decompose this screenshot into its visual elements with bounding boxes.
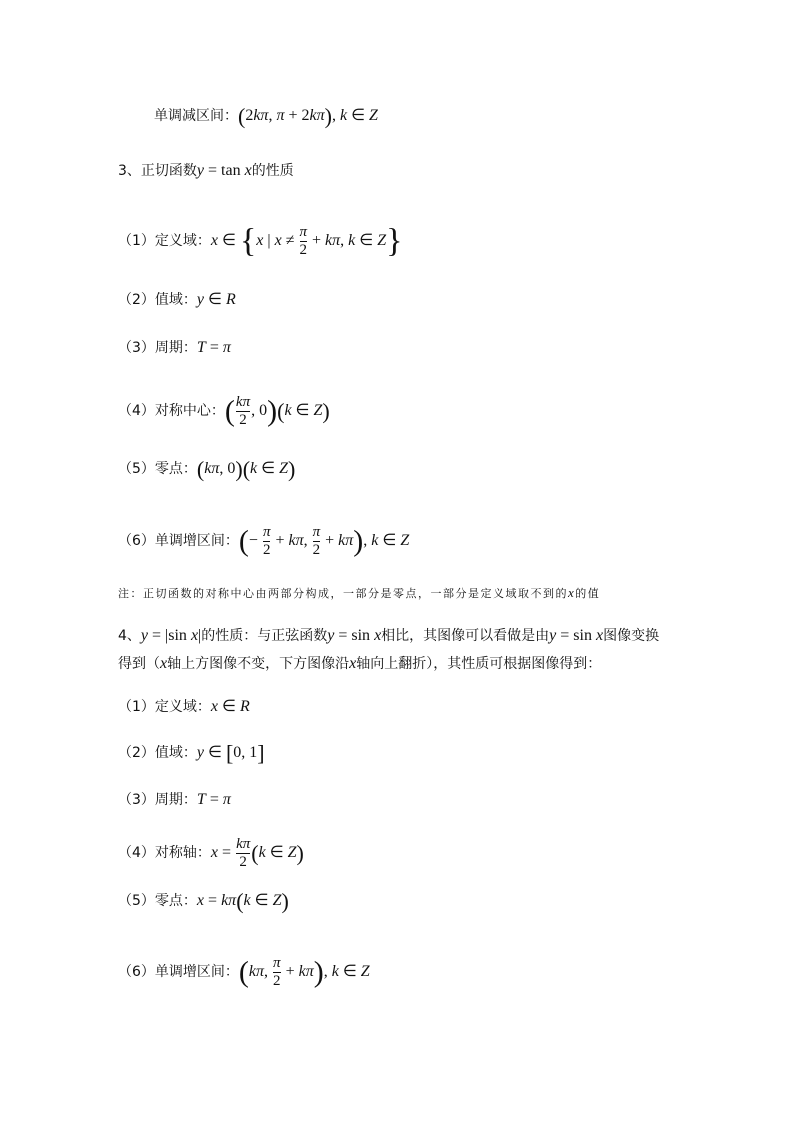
label: （5）零点：	[118, 461, 197, 477]
s3-zeros	[118, 456, 296, 482]
label: （5）零点：	[118, 893, 197, 909]
formula: y ∈ [0, 1]	[196, 740, 265, 766]
s4-line2a: 得到（	[118, 656, 160, 672]
label: （3）周期：	[118, 792, 197, 808]
s4-line2b: 轴上方图像不变，下方图像沿	[167, 656, 350, 672]
label: （2）值域：	[118, 745, 197, 761]
s4-symmetry-axis	[118, 836, 304, 871]
formula: x = $\frac{k\pi}{2}$ (k ∈ Z)	[210, 836, 304, 870]
formula: y = sin x	[327, 627, 382, 644]
s3-symmetry-center	[118, 394, 330, 429]
s4-mid: 的性质：与正弦函数	[201, 628, 328, 644]
s4-domain	[118, 697, 250, 717]
formula: T = π	[196, 791, 231, 808]
formula: T = π	[196, 339, 231, 356]
s4-mid3: 图像变换	[603, 628, 660, 644]
s4-period	[118, 790, 231, 810]
s4-zeros	[118, 888, 289, 914]
label: （1）定义域：	[118, 233, 211, 250]
label: （2）值域：	[118, 292, 197, 308]
s4-range	[118, 740, 265, 766]
label: （6）单调增区间：	[118, 533, 239, 550]
formula: y ∈ R	[196, 291, 236, 308]
section-3-title	[118, 161, 294, 181]
label: 单调减区间：	[154, 108, 238, 124]
formula: y = sin x	[549, 627, 604, 644]
formula: x ∈ R	[210, 698, 250, 715]
label: （4）对称轴：	[118, 845, 211, 862]
title-suffix: 的性质	[251, 163, 294, 179]
x-var: x	[349, 655, 357, 672]
section-4-intro	[118, 622, 678, 678]
s4-line2c: 轴向上翻折），其性质可根据图像得到：	[356, 656, 602, 672]
label: （1）定义域：	[118, 699, 211, 715]
s4-prefix: 4、	[118, 628, 141, 644]
s4-mid2: 相比，其图像可以看做是由	[381, 628, 550, 644]
note-x: x	[568, 585, 576, 600]
formula: (2kπ, π + 2kπ), k ∈ Z	[238, 103, 378, 129]
label: （4）对称中心：	[118, 403, 225, 420]
formula: x ∈ {x | x ≠ $\frac{\pi}{2}$ + kπ, k ∈ Z}	[210, 222, 403, 260]
note-tail: 的值	[575, 587, 601, 600]
s4-increase-interval	[118, 955, 370, 990]
note-text: 注：正切函数的对称中心由两部分构成，一部分是零点，一部分是定义域取不到的	[118, 587, 568, 600]
formula: y = |sin x|	[140, 627, 202, 644]
x-var: x	[160, 655, 168, 672]
formula: ( $\frac{k\pi}{2}$ , 0)(k ∈ Z)	[224, 394, 330, 428]
formula: (kπ, $\frac{\pi}{2}$ + kπ), k ∈ Z	[238, 955, 370, 989]
label: （6）单调增区间：	[118, 964, 239, 981]
formula: x = kπ(k ∈ Z)	[196, 888, 289, 914]
decrease-interval-line	[154, 103, 378, 129]
s3-domain	[118, 224, 402, 259]
note	[118, 585, 600, 601]
formula: y = tan x	[196, 162, 252, 179]
label: （3）周期：	[118, 340, 197, 356]
s3-increase-interval	[118, 524, 409, 559]
formula: (− $\frac{\pi}{2}$ + kπ, $\frac{\pi}{2}$ + kπ), k ∈ Z	[238, 524, 410, 558]
s3-range	[118, 290, 236, 310]
s3-period	[118, 338, 231, 358]
title-prefix: 3、正切函数	[118, 163, 197, 179]
formula: (kπ, 0)(k ∈ Z)	[196, 456, 296, 482]
